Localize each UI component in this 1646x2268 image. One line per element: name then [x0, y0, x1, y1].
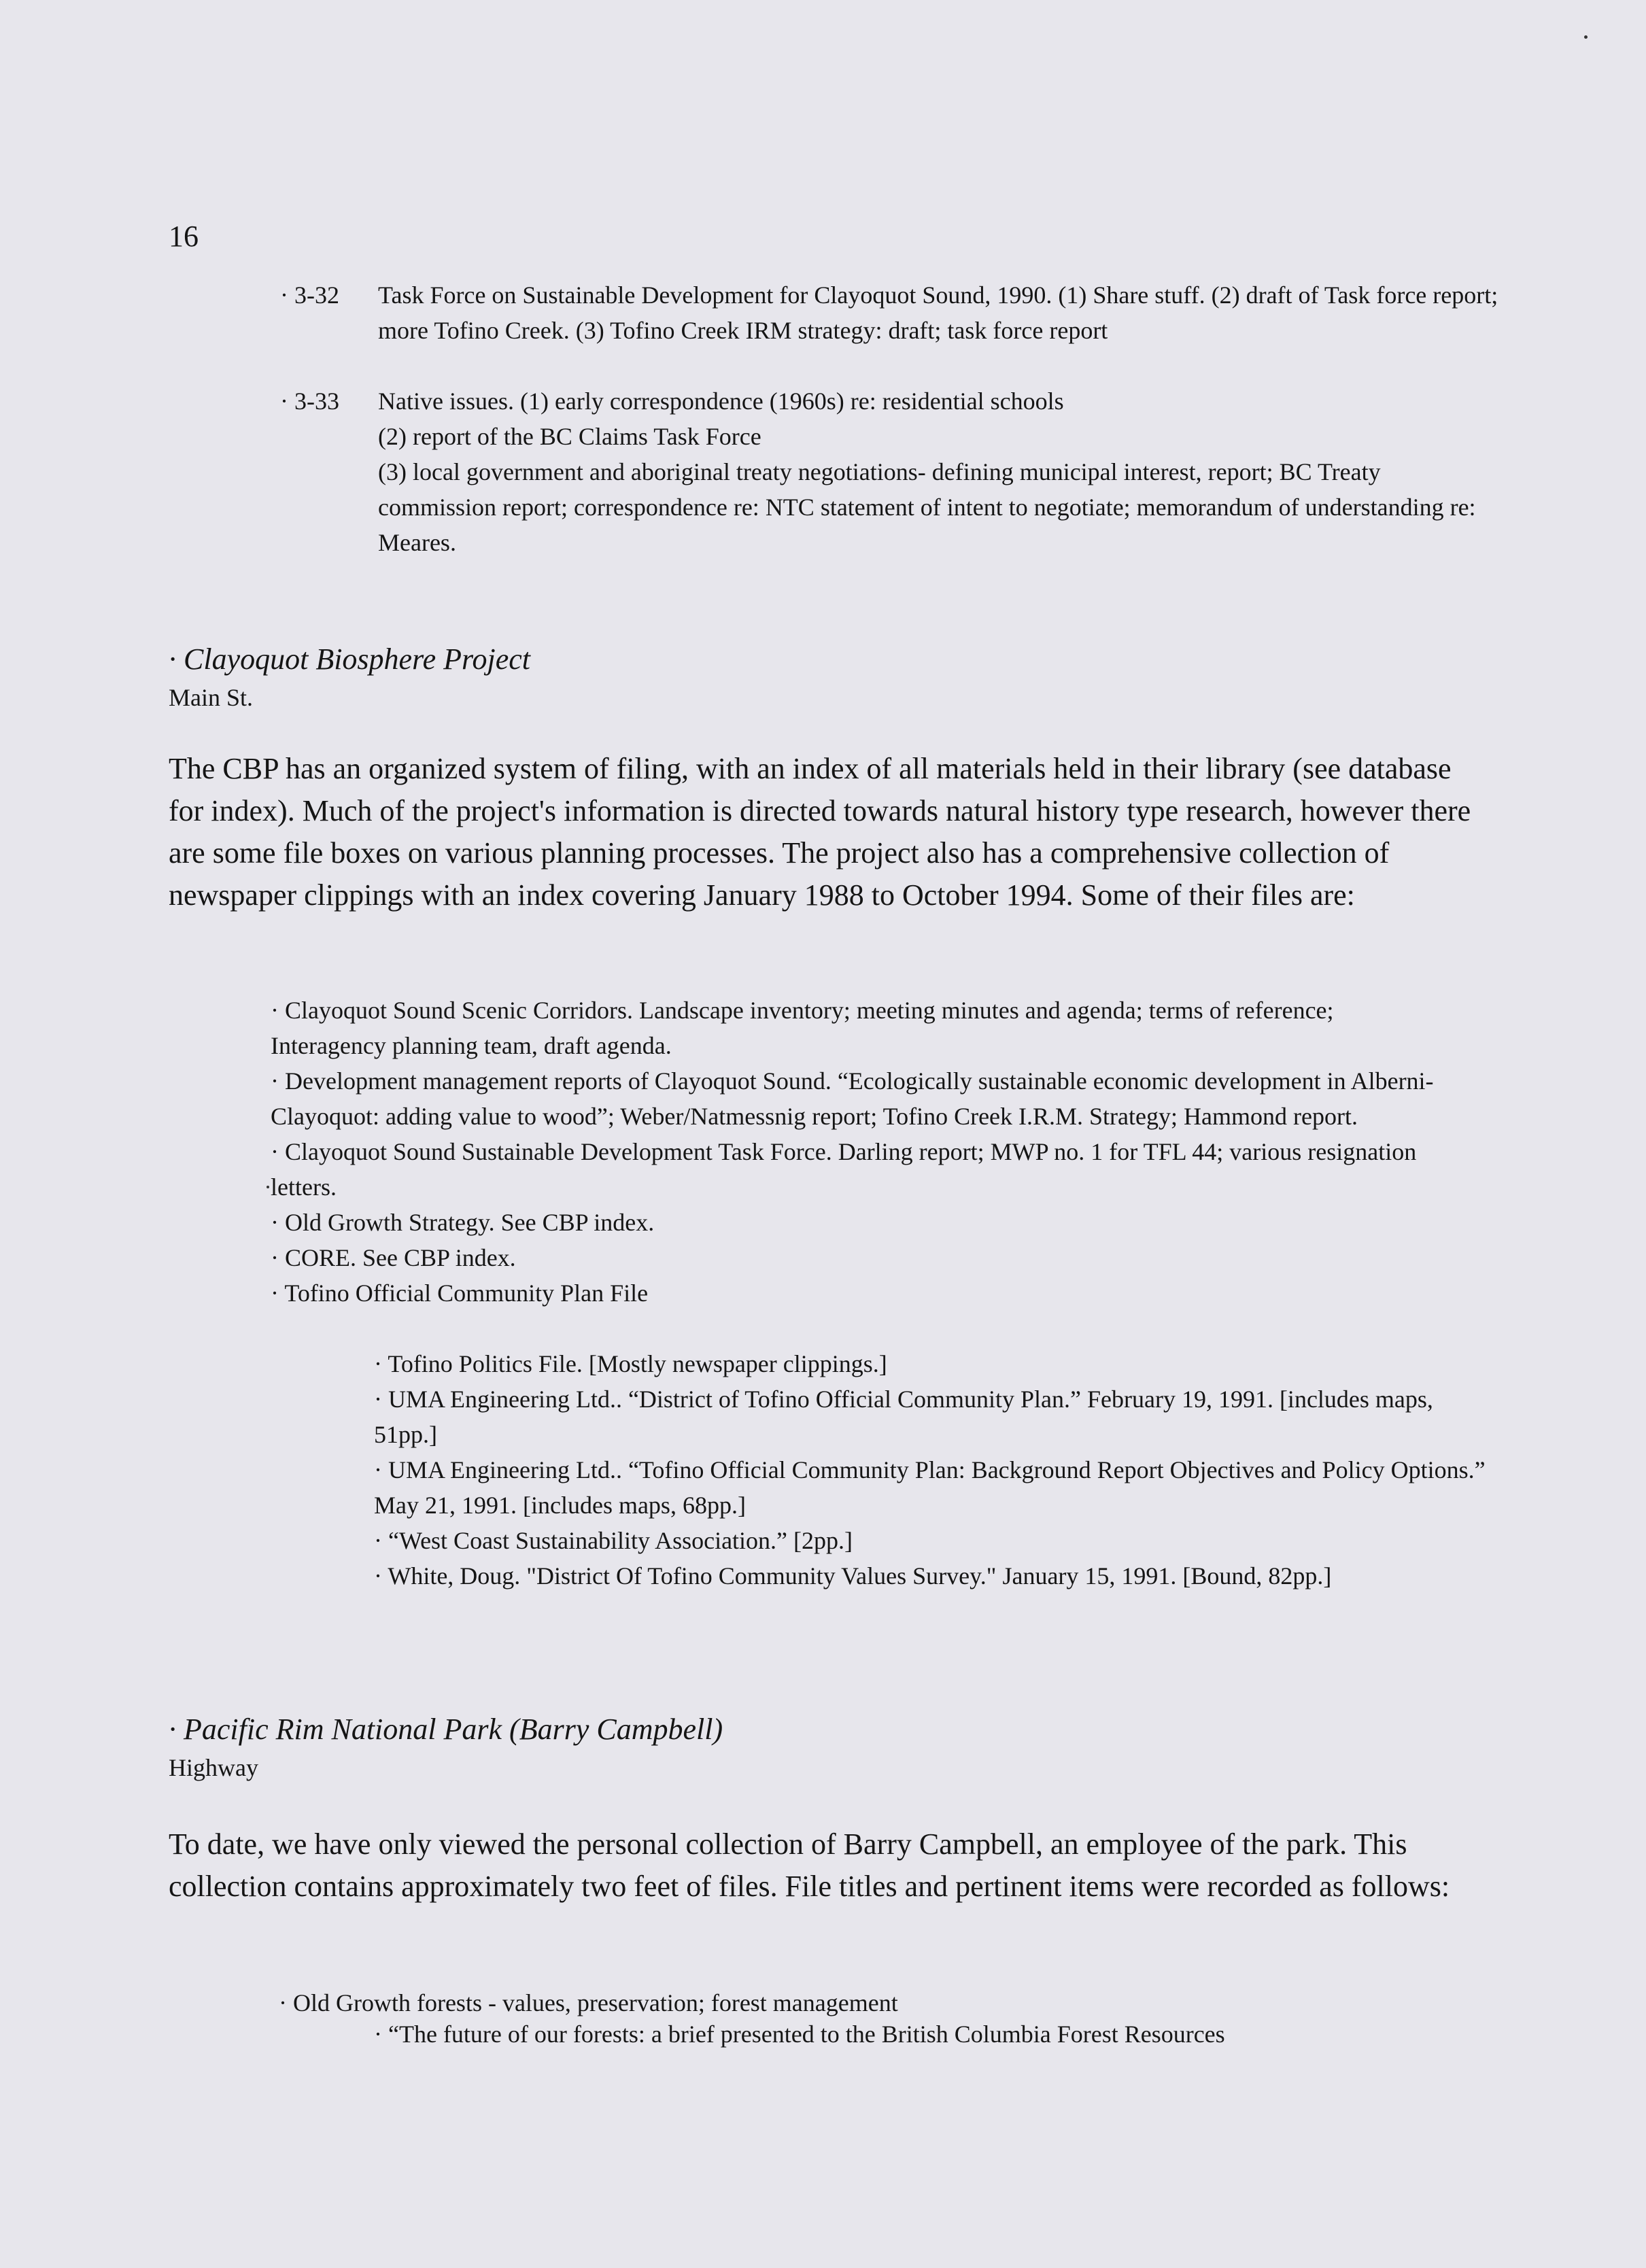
dust-speck: [1584, 35, 1588, 39]
file-list: [271, 993, 1454, 1311]
sublist-item: · Tofino Politics File. [Mostly newspaper clippings.]: [374, 1350, 887, 1377]
list-item: · Old Growth Strategy. See CBP index.: [271, 1209, 655, 1236]
section-paragraph: To date, we have only viewed the personal collection of Barry Campbell, an employee of the park. This collection contains approximately two feet of files. File titles and pertinent items were recorded as follows:: [169, 1827, 1450, 1903]
record-id: · 3-32: [280, 281, 339, 309]
sublist-item: · UMA Engineering Ltd.. “Tofino Official Community Plan: Background Report Objectives and Policy Options.” May 21, 1991. [includes maps, 68pp.]: [374, 1456, 1486, 1519]
list-item: · Tofino Official Community Plan File: [271, 1279, 649, 1307]
section-heading: · Pacific Rim National Park (Barry Campbell): [169, 1713, 723, 1746]
list-item: · Clayoquot Sound Scenic Corridors. Landscape inventory; meeting minutes and agenda; terms of reference; Interagency planning team, draft agenda.: [271, 997, 1334, 1059]
page-number: 16: [169, 220, 199, 253]
record-line: (2) report of the BC Claims Task Force: [378, 423, 761, 450]
file-sublist: [374, 1346, 1496, 1594]
list-item: · Development management reports of Clayoquot Sound. “Ecologically sustainable economic development in Alberni-Clayoquot: adding value to wood”; Weber/Natmessnig report; Tofino Creek I.R.M. Strategy; Hammond report.: [271, 1067, 1434, 1130]
record-id: · 3-33: [280, 388, 339, 415]
section-heading: · Clayoquot Biosphere Project: [169, 642, 530, 676]
dust-speck: [267, 1186, 269, 1188]
list-item: · Clayoquot Sound Sustainable Development Task Force. Darling report; MWP no. 1 for TFL 44; various resignation letters.: [271, 1138, 1417, 1201]
section-location: Main St.: [169, 684, 254, 711]
section-paragraph: The CBP has an organized system of filing, with an index of all materials held in their library (see database for index). Much of the project's information is directed towards natural history type research, however there are some file boxes on various planning processes. The project also has a comprehensive collection of newspaper clippings with an index covering January 1988 to October 1994. Some of their files are:: [169, 752, 1471, 912]
sublist-item: · “The future of our forests: a brief presented to the British Columbia Forest Resources: [374, 2021, 1225, 2048]
sublist-item: · White, Doug. "District Of Tofino Community Values Survey." January 15, 1991. [Bound, 82pp.]: [374, 1562, 1332, 1590]
sublist-item: · “West Coast Sustainability Association.” [2pp.]: [374, 1527, 853, 1554]
record-line: Task Force on Sustainable Development for Clayoquot Sound, 1990. (1) Share stuff. (2) draft of Task force report; more Tofino Creek. (3) Tofino Creek IRM strategy: draft; task force report: [378, 281, 1498, 344]
section-location: Highway: [169, 1754, 258, 1781]
list-item: · Old Growth forests - values, preservation; forest management: [279, 1989, 898, 2016]
record-line: (3) local government and aboriginal treaty negotiations- defining municipal interest, report; BC Treaty commission report; correspondence re: NTC statement of intent to negotiate; memorandum of understanding re: Meares.: [378, 458, 1476, 556]
record-line: Native issues. (1) early correspondence (1960s) re: residential schools: [378, 388, 1064, 415]
sublist-item: · UMA Engineering Ltd.. “District of Tofino Official Community Plan.” February 19, 1991. [includes maps, 51pp.]: [374, 1386, 1433, 1448]
record-description: [378, 383, 1500, 560]
record-description: [378, 277, 1500, 348]
list-item: · CORE. See CBP index.: [271, 1244, 516, 1271]
